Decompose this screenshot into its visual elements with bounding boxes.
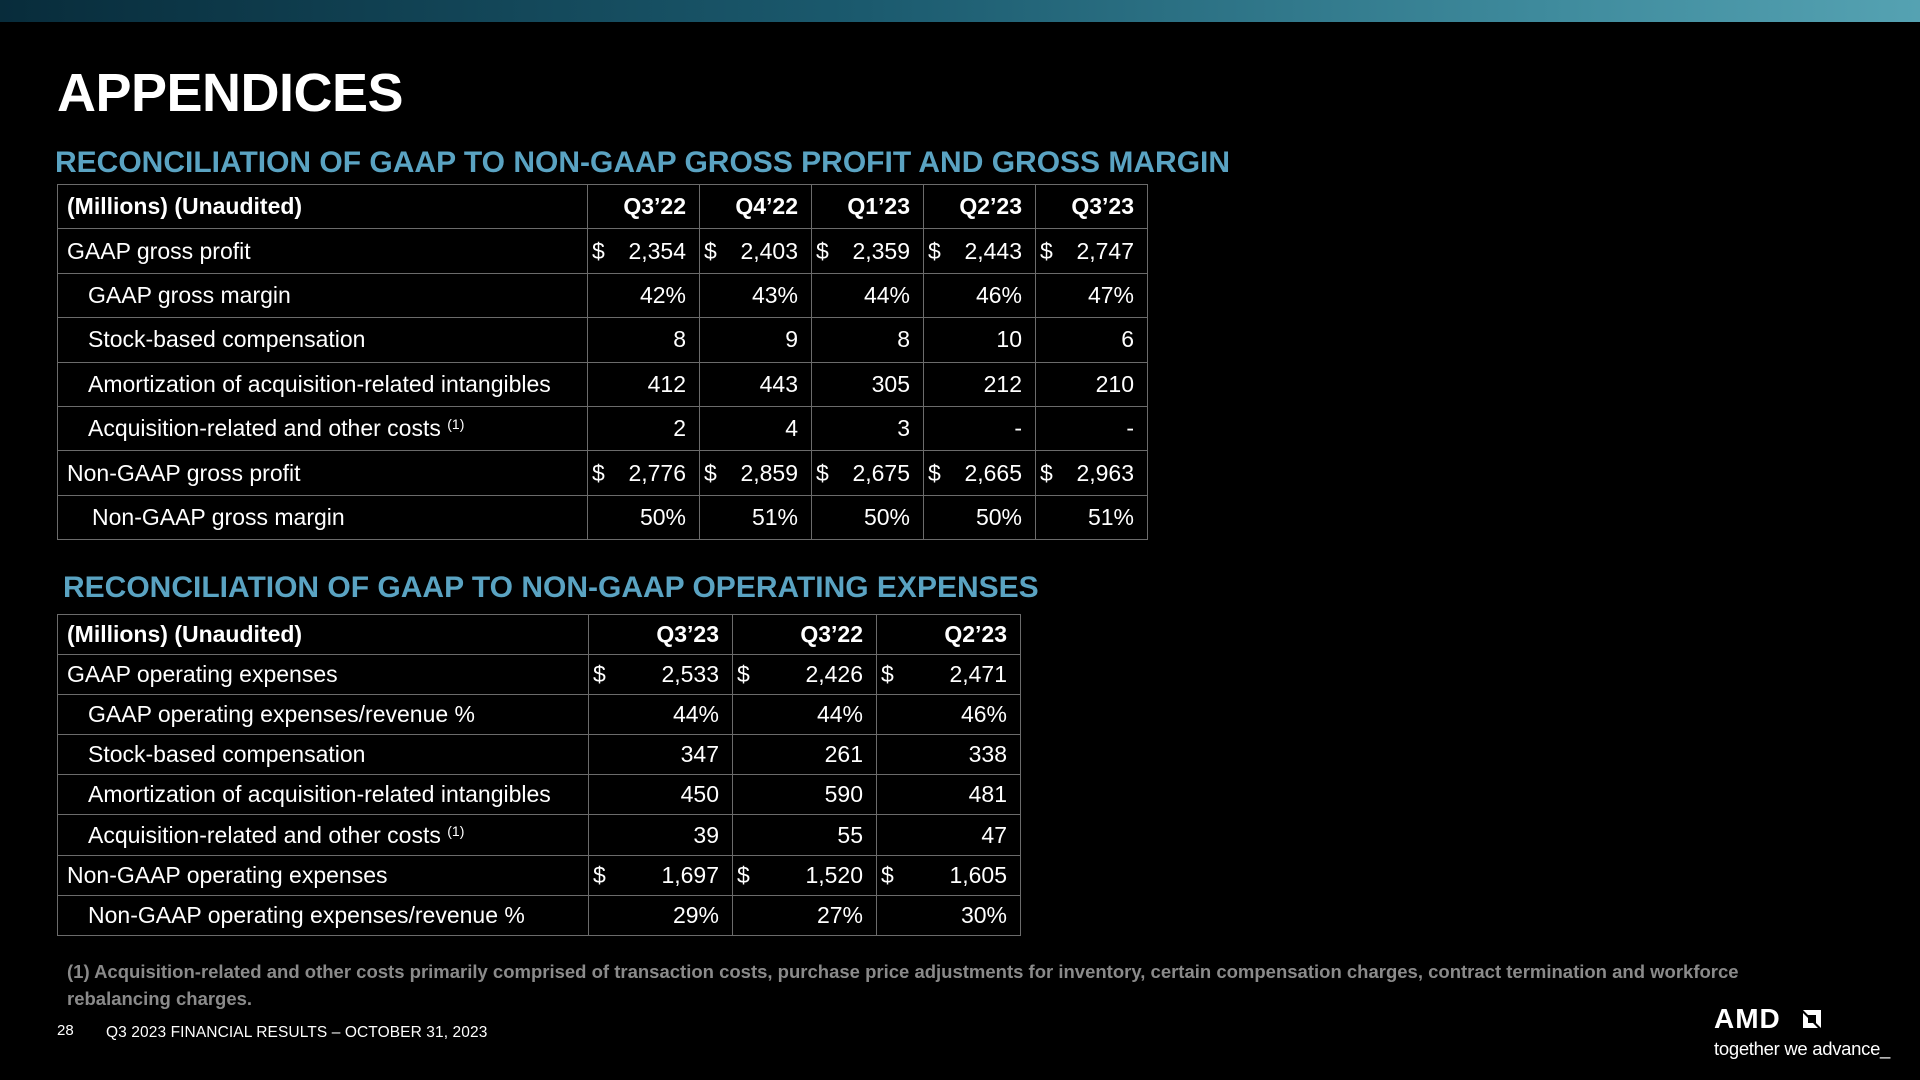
column-header: Q3’23: [589, 615, 733, 655]
value-cell: [812, 229, 924, 273]
logo-wordmark: AMD: [1714, 1003, 1781, 1034]
currency-symbol: $: [593, 661, 606, 688]
amd-arrow-icon: [1800, 1007, 1824, 1031]
value-cell: [1036, 273, 1148, 317]
value-text: -: [1126, 415, 1134, 442]
value-text: 50%: [639, 503, 686, 530]
footnote-marker: (1): [447, 822, 465, 839]
value-cell: [812, 318, 924, 362]
value-cell: [588, 273, 700, 317]
currency-symbol: $: [928, 459, 941, 486]
currency-symbol: $: [881, 861, 894, 888]
value-text: 8: [897, 326, 910, 353]
value-text: 29%: [672, 901, 719, 928]
operating-expenses-section-title: RECONCILIATION OF GAAP TO NON-GAAP OPERATING EXPENSES: [63, 571, 1039, 604]
value-text: 46%: [960, 701, 1007, 728]
value-cell: [589, 815, 733, 855]
value-cell: [1036, 495, 1148, 539]
column-header: Q1’23: [812, 185, 924, 229]
value-text: 4: [785, 415, 798, 442]
footnote-marker: (1): [447, 416, 465, 433]
value-text: 47%: [1087, 281, 1134, 308]
value-cell: [700, 406, 812, 450]
currency-symbol: $: [928, 237, 941, 264]
value-text: 2,443: [964, 237, 1022, 264]
value-cell: [700, 495, 812, 539]
gross-profit-section-title: RECONCILIATION OF GAAP TO NON-GAAP GROSS PROFIT AND GROSS MARGIN: [55, 146, 1231, 179]
currency-symbol: $: [881, 661, 894, 688]
table-header-row: [58, 185, 1148, 229]
top-accent-bar: [0, 0, 1920, 22]
value-text: 50%: [863, 503, 910, 530]
column-header: Q3’23: [1036, 185, 1148, 229]
row-label-text: Acquisition-related and other costs: [88, 821, 448, 848]
value-cell: [924, 362, 1036, 406]
value-cell: [733, 775, 877, 815]
value-text: 2,354: [628, 237, 686, 264]
value-text: 1,697: [661, 861, 719, 888]
currency-symbol: $: [704, 237, 717, 264]
value-text: 6: [1121, 326, 1134, 353]
table-row: [58, 229, 1148, 273]
value-text: 347: [680, 741, 719, 768]
value-cell: [588, 362, 700, 406]
value-cell: [924, 273, 1036, 317]
value-cell: [877, 695, 1021, 735]
value-cell: [589, 655, 733, 695]
value-text: 2,471: [949, 661, 1007, 688]
value-text: 2,776: [628, 459, 686, 486]
value-text: 39: [693, 821, 719, 848]
value-cell: [924, 451, 1036, 495]
value-text: 2,859: [740, 459, 798, 486]
column-header: Q3’22: [733, 615, 877, 655]
row-label: [58, 735, 589, 775]
value-text: 44%: [863, 281, 910, 308]
row-label-text: GAAP gross margin: [88, 281, 291, 308]
value-cell: [700, 273, 812, 317]
currency-symbol: $: [593, 861, 606, 888]
value-cell: [588, 451, 700, 495]
value-text: 3: [897, 415, 910, 442]
currency-symbol: $: [592, 237, 605, 264]
value-cell: [588, 495, 700, 539]
row-label: [58, 362, 588, 406]
row-label: [58, 815, 589, 855]
value-cell: [589, 895, 733, 935]
value-cell: [812, 362, 924, 406]
column-header: Q2’23: [877, 615, 1021, 655]
value-cell: [1036, 451, 1148, 495]
value-cell: [733, 735, 877, 775]
value-cell: [733, 895, 877, 935]
table-row: [58, 451, 1148, 495]
row-label-text: Non-GAAP operating expenses/revenue %: [88, 901, 525, 928]
value-text: 9: [785, 326, 798, 353]
row-label-text: Stock-based compensation: [88, 741, 366, 768]
value-cell: [588, 406, 700, 450]
column-header: Q4’22: [700, 185, 812, 229]
value-text: 46%: [975, 281, 1022, 308]
value-cell: [733, 855, 877, 895]
value-text: 2: [673, 415, 686, 442]
value-text: 2,359: [852, 237, 910, 264]
row-label-text: Stock-based compensation: [88, 326, 366, 353]
value-cell: [812, 406, 924, 450]
value-text: 51%: [1087, 503, 1134, 530]
value-text: 50%: [975, 503, 1022, 530]
value-cell: [589, 735, 733, 775]
row-label-text: Amortization of acquisition-related intangibles: [88, 781, 551, 808]
row-label: [58, 495, 588, 539]
value-cell: [589, 695, 733, 735]
value-cell: [700, 229, 812, 273]
currency-symbol: $: [737, 861, 750, 888]
currency-symbol: $: [1040, 459, 1053, 486]
row-label: [58, 775, 589, 815]
table-row: [58, 735, 1021, 775]
footer-text: Q3 2023 FINANCIAL RESULTS – OCTOBER 31, 2023: [106, 1024, 488, 1041]
column-header-label: (Millions) (Unaudited): [58, 185, 588, 229]
value-text: 8: [673, 326, 686, 353]
value-cell: [588, 229, 700, 273]
table-row: [58, 362, 1148, 406]
footnote: (1) Acquisition-related and other costs primarily comprised of transaction costs, purchase price adjustments for inventory, certain compensation charges, contract termination and workforce rebalancing charges.: [67, 961, 1739, 1009]
value-cell: [924, 495, 1036, 539]
value-cell: [877, 655, 1021, 695]
value-cell: [924, 406, 1036, 450]
value-text: 261: [824, 741, 863, 768]
value-text: 51%: [751, 503, 798, 530]
table-row: [58, 318, 1148, 362]
value-cell: [877, 815, 1021, 855]
value-text: 2,665: [964, 459, 1022, 486]
row-label: [58, 318, 588, 362]
table-row: [58, 695, 1021, 735]
value-cell: [1036, 362, 1148, 406]
value-cell: [924, 318, 1036, 362]
value-cell: [733, 655, 877, 695]
value-text: 2,426: [805, 661, 863, 688]
currency-symbol: $: [816, 459, 829, 486]
value-cell: [924, 229, 1036, 273]
value-cell: [877, 735, 1021, 775]
value-cell: [812, 495, 924, 539]
value-text: 305: [871, 370, 910, 397]
row-label: [58, 695, 589, 735]
value-cell: [589, 775, 733, 815]
row-label-text: GAAP gross profit: [67, 237, 251, 264]
row-label-text: Amortization of acquisition-related intangibles: [88, 370, 551, 397]
value-text: 590: [824, 781, 863, 808]
value-text: 47: [981, 821, 1007, 848]
table-row: [58, 495, 1148, 539]
column-header-label: (Millions) (Unaudited): [58, 615, 589, 655]
table-row: [58, 775, 1021, 815]
row-label: [58, 229, 588, 273]
value-text: 2,747: [1076, 237, 1134, 264]
row-label: [58, 451, 588, 495]
value-cell: [1036, 406, 1148, 450]
value-cell: [1036, 318, 1148, 362]
value-text: 443: [759, 370, 798, 397]
value-text: 10: [996, 326, 1022, 353]
currency-symbol: $: [704, 459, 717, 486]
value-cell: [733, 815, 877, 855]
value-text: 481: [968, 781, 1007, 808]
value-text: -: [1014, 415, 1022, 442]
table-row: [58, 855, 1021, 895]
row-label: [58, 895, 589, 935]
value-text: 42%: [639, 281, 686, 308]
currency-symbol: $: [816, 237, 829, 264]
column-header: Q2’23: [924, 185, 1036, 229]
value-text: 2,533: [661, 661, 719, 688]
value-cell: [589, 855, 733, 895]
value-text: 212: [983, 370, 1022, 397]
amd-logo: [1714, 1004, 1894, 1064]
value-cell: [1036, 229, 1148, 273]
value-text: 2,963: [1076, 459, 1134, 486]
value-text: 412: [647, 370, 686, 397]
value-text: 43%: [751, 281, 798, 308]
value-cell: [877, 895, 1021, 935]
value-cell: [588, 318, 700, 362]
row-label-text: GAAP operating expenses: [67, 661, 338, 688]
row-label: [58, 855, 589, 895]
currency-symbol: $: [737, 661, 750, 688]
row-label: [58, 273, 588, 317]
table-row: [58, 655, 1021, 695]
value-text: 1,520: [805, 861, 863, 888]
currency-symbol: $: [1040, 237, 1053, 264]
value-text: 210: [1095, 370, 1134, 397]
value-text: 44%: [816, 701, 863, 728]
currency-symbol: $: [592, 459, 605, 486]
value-text: 450: [680, 781, 719, 808]
value-cell: [700, 451, 812, 495]
value-text: 44%: [672, 701, 719, 728]
table-row: [58, 406, 1148, 450]
value-text: 2,403: [740, 237, 798, 264]
row-label-text: Non-GAAP gross margin: [92, 503, 345, 530]
operating-expenses-table: [57, 614, 1021, 936]
value-cell: [877, 855, 1021, 895]
row-label-text: GAAP operating expenses/revenue %: [88, 701, 475, 728]
value-text: 27%: [816, 901, 863, 928]
value-cell: [877, 775, 1021, 815]
column-header: Q3’22: [588, 185, 700, 229]
page-number: 28: [57, 1022, 74, 1039]
value-text: 30%: [960, 901, 1007, 928]
table-row: [58, 273, 1148, 317]
value-cell: [812, 451, 924, 495]
page-title: APPENDICES: [57, 63, 404, 123]
value-cell: [812, 273, 924, 317]
value-cell: [733, 695, 877, 735]
value-text: 2,675: [852, 459, 910, 486]
row-label: [58, 406, 588, 450]
gross-profit-table: [57, 184, 1148, 540]
row-label: [58, 655, 589, 695]
row-label-text: Non-GAAP gross profit: [67, 459, 301, 486]
value-text: 338: [968, 741, 1007, 768]
table-row: [58, 815, 1021, 855]
value-text: 1,605: [949, 861, 1007, 888]
table-row: [58, 895, 1021, 935]
value-text: 55: [837, 821, 863, 848]
logo-tagline: together we advance_: [1714, 1038, 1891, 1059]
row-label-text: Acquisition-related and other costs: [88, 415, 448, 442]
value-cell: [700, 362, 812, 406]
row-label-text: Non-GAAP operating expenses: [67, 861, 388, 888]
value-cell: [700, 318, 812, 362]
table-header-row: [58, 615, 1021, 655]
